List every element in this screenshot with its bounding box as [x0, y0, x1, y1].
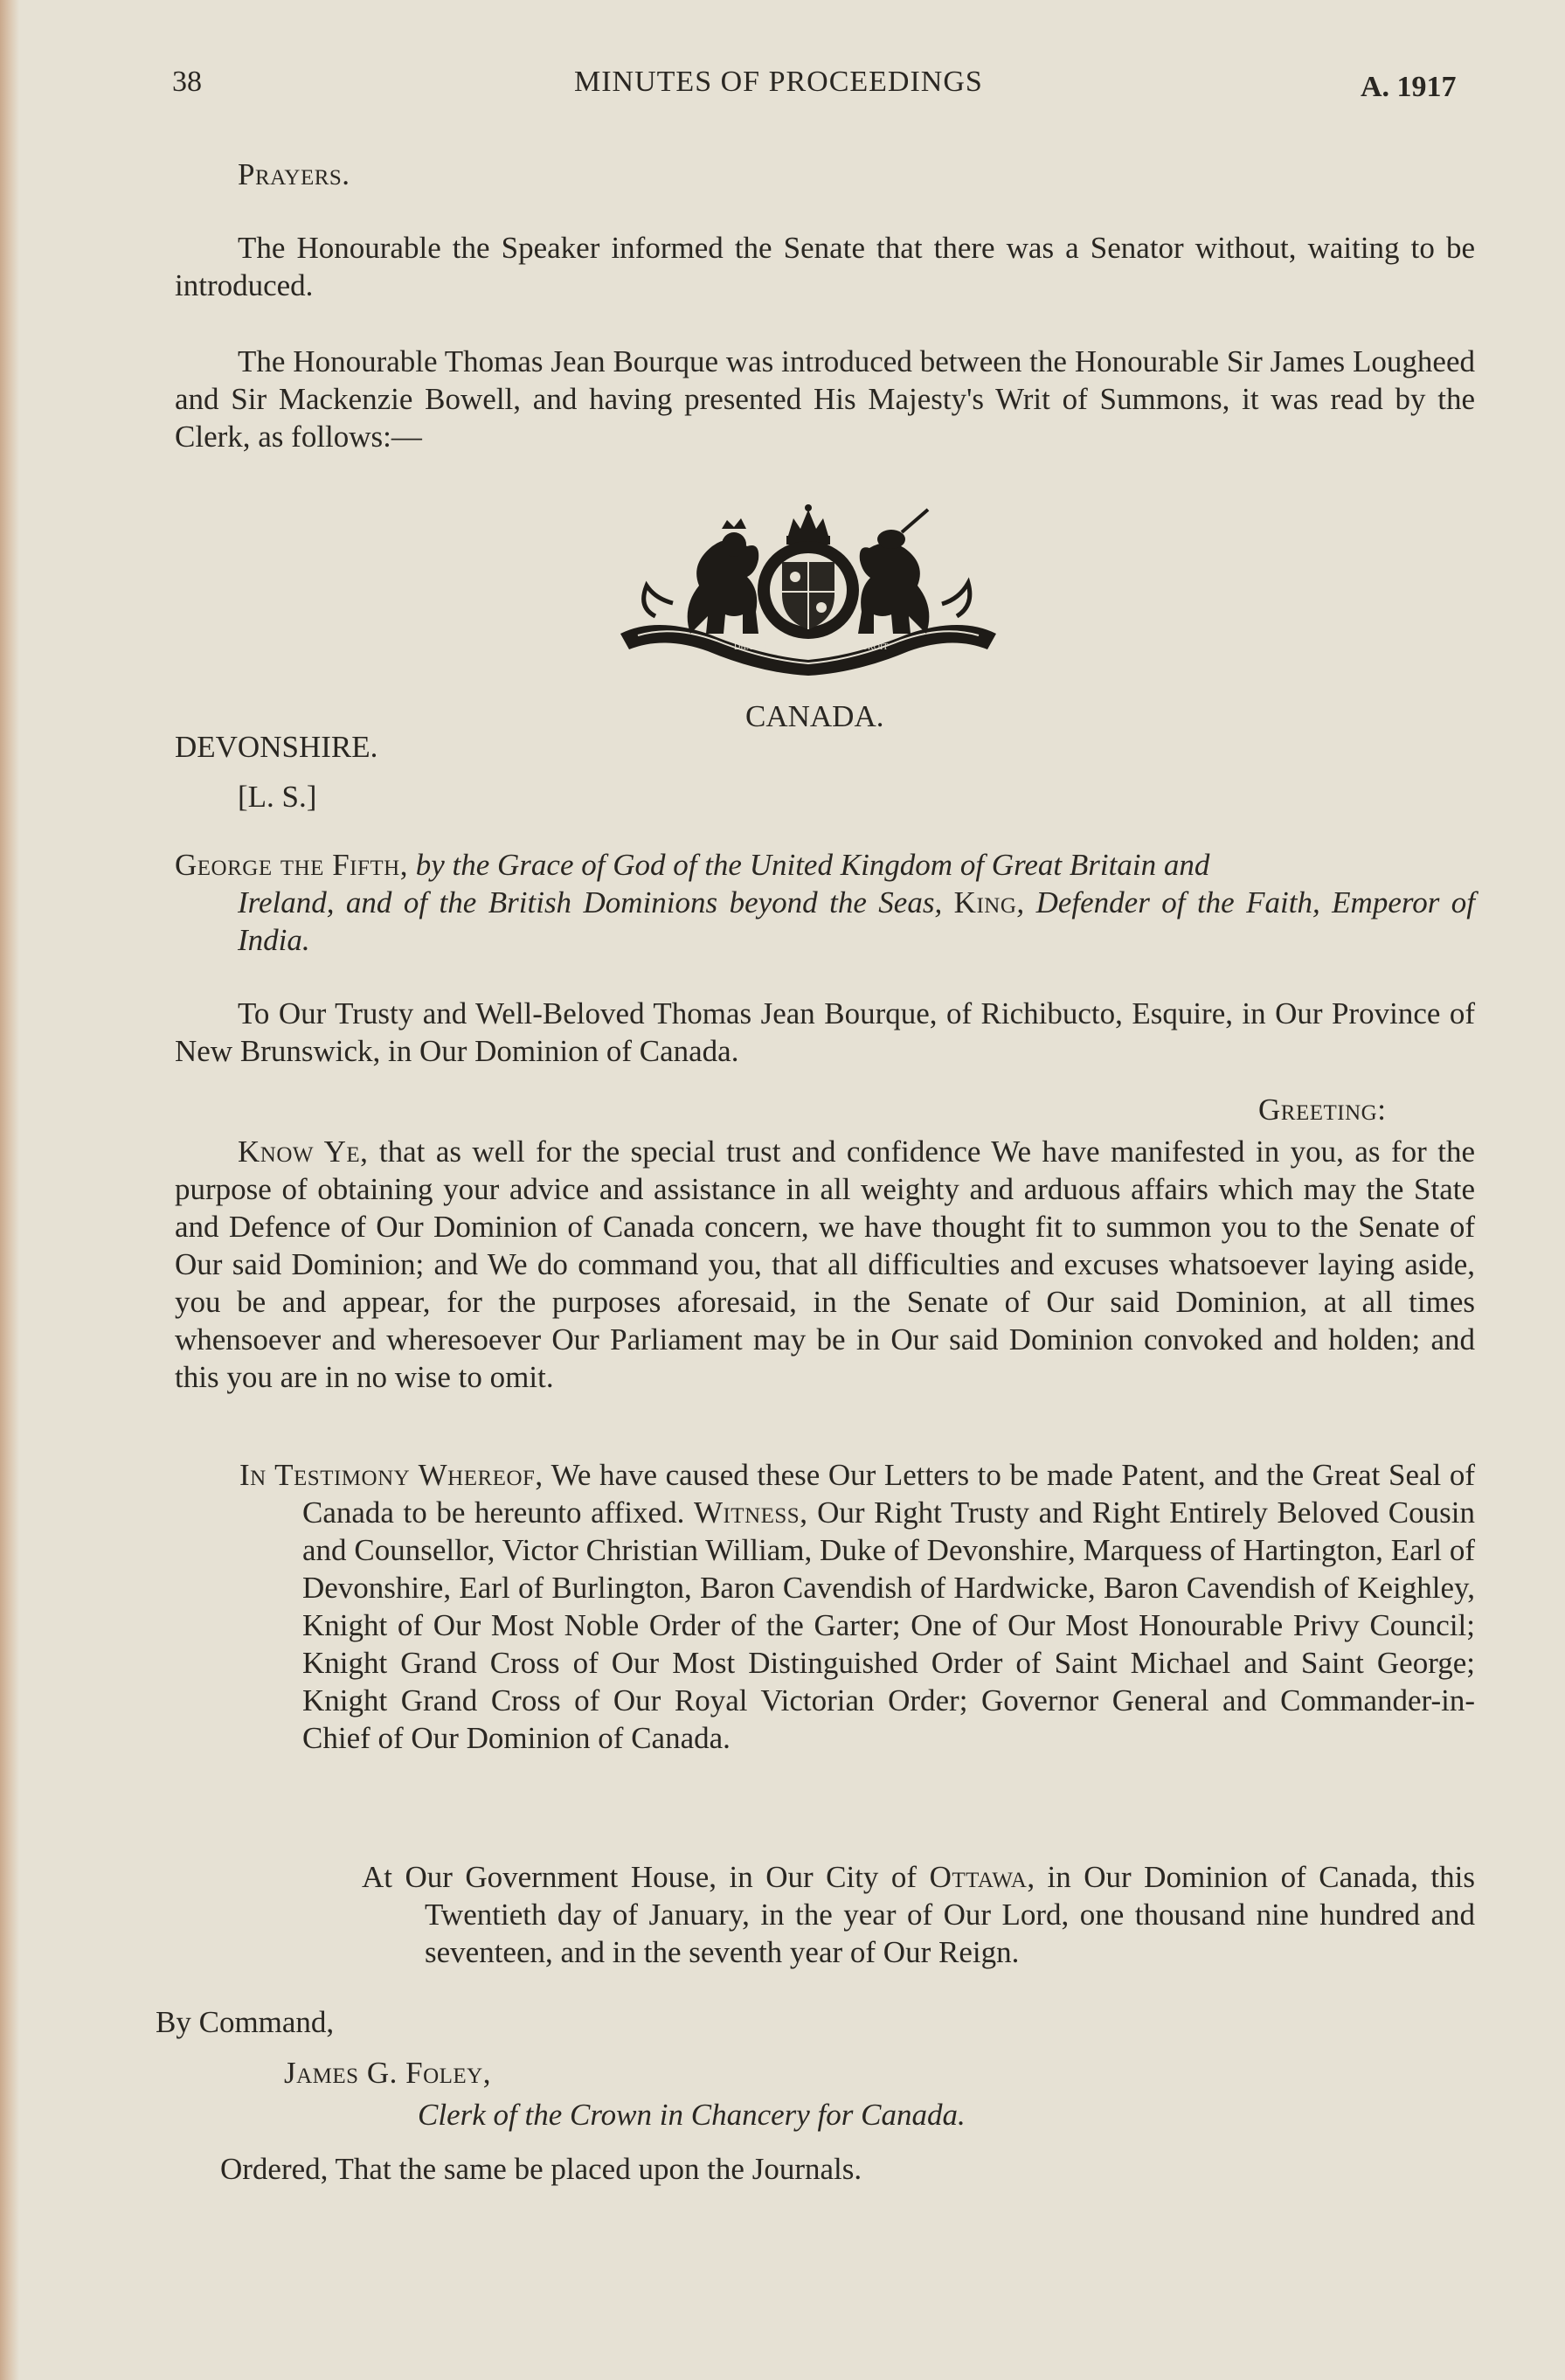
prayers-heading: Prayers.	[238, 157, 350, 191]
introduction-paragraph	[175, 343, 1475, 455]
ottawa-word: Ottawa	[929, 1860, 1028, 1894]
country-heading: CANADA.	[745, 699, 884, 733]
introduction-text: The Honourable Thomas Jean Bourque was introduced between the Honourable Sir James Lougheed and Sir Mackenzie Bowell, and having presented His Majesty's Writ of Summons, it was read by the Clerk, as follows:—	[175, 344, 1475, 454]
testimony-text-a: We have caused these Our Letters to be made Patent, and the Great Seal of Canada to be hereunto affixed.	[302, 1458, 1475, 1530]
king-word: King	[953, 885, 1017, 919]
witness-word: Witness,	[693, 1495, 808, 1530]
government-house-paragraph	[175, 1858, 1475, 1971]
know-ye-lead: Know Ye,	[238, 1134, 369, 1169]
seal-mark: [L. S.]	[238, 780, 317, 814]
signer-name: James G. Foley,	[284, 2056, 491, 2090]
addressee-text: To Our Trusty and Well-Beloved Thomas Jean Bourque, of Richibucto, Esquire, in Our Province of New Brunswick, in Our Dominion of Canada.	[175, 996, 1475, 1068]
know-ye-text: that as well for the special trust and confidence We have manifested in you, as for the purpose of obtaining your advice and assistance in all weighty and arduous affairs which may the State and Defence of Our Dominion of Canada concern, we have thought fit to summon you to the Senate of Our said Dominion; and We do command you, that all difficulties and excuses whatsoever laying aside, you be and appear, for the purposes aforesaid, in the Senate of Our said Dominion, at all times whensoever and wheresoever Our Parliament may be in Our said Dominion convoked and holden; and this you are in no wise to omit.	[175, 1134, 1475, 1394]
ordered-line: Ordered, That the same be placed upon the Journals.	[220, 2152, 862, 2186]
signer-title: Clerk of the Crown in Chancery for Canada.	[418, 2098, 966, 2132]
signatory-devonshire: DEVONSHIRE.	[175, 730, 378, 764]
testimony-text-b: Our Right Trusty and Right Entirely Beloved Cousin and Counsellor, Victor Christian William, Duke of Devonshire, Marquess of Hartington, Earl of Devonshire, Earl of Burlington, Baron Cavendish of Hardwicke, Baron Cavendish of Keighley, Knight of Our Most Noble Order of the Garter; One of Our Most Honourable Privy Council; Knight Grand Cross of Our Most Distinguished Order of Saint Michael and Saint George; Knight Grand Cross of Our Royal Victorian Order; Governor General and Commander-in-Chief of Our Dominion of Canada.	[302, 1495, 1475, 1755]
motto-left: DIEU ET	[734, 642, 768, 652]
testimony-lead: In Testimony Whereof,	[239, 1458, 544, 1492]
session-year: A. 1917	[1361, 71, 1457, 103]
addressee-paragraph	[175, 995, 1475, 1070]
running-title: MINUTES OF PROCEEDINGS	[574, 66, 983, 98]
greeting: Greeting:	[1258, 1093, 1387, 1127]
by-command: By Command,	[156, 2005, 335, 2039]
testimony-paragraph	[175, 1456, 1475, 1757]
royal-style-line1: by the Grace of God of the United Kingdom of Great Britain and	[407, 848, 1210, 882]
royal-coat-of-arms	[603, 503, 1014, 677]
royal-style-rest-a: Ireland, and of the British Dominions beyond the Seas,	[238, 885, 954, 919]
speaker-paragraph	[175, 229, 1475, 304]
govhouse-text-b: , in Our Dominion of Canada, this Twentieth day of January, in the year of Our Lord, one thousand nine hundred and seventeen, and in the seventh year of Our Reign.	[425, 1860, 1476, 1969]
royal-style-paragraph	[175, 846, 1475, 959]
royal-style-rest-b: , Defender of the Faith, Emperor of India.	[238, 885, 1475, 957]
speaker-text: The Honourable the Speaker informed the Senate that there was a Senator without, waiting to be introduced.	[175, 231, 1475, 302]
govhouse-text-a: At Our Government House, in Our City of	[362, 1860, 930, 1894]
motto-right: MON DROIT	[839, 642, 889, 652]
page-number: 38	[172, 66, 202, 98]
know-ye-paragraph	[175, 1133, 1475, 1396]
george-the-fifth: George the Fifth,	[175, 848, 408, 882]
